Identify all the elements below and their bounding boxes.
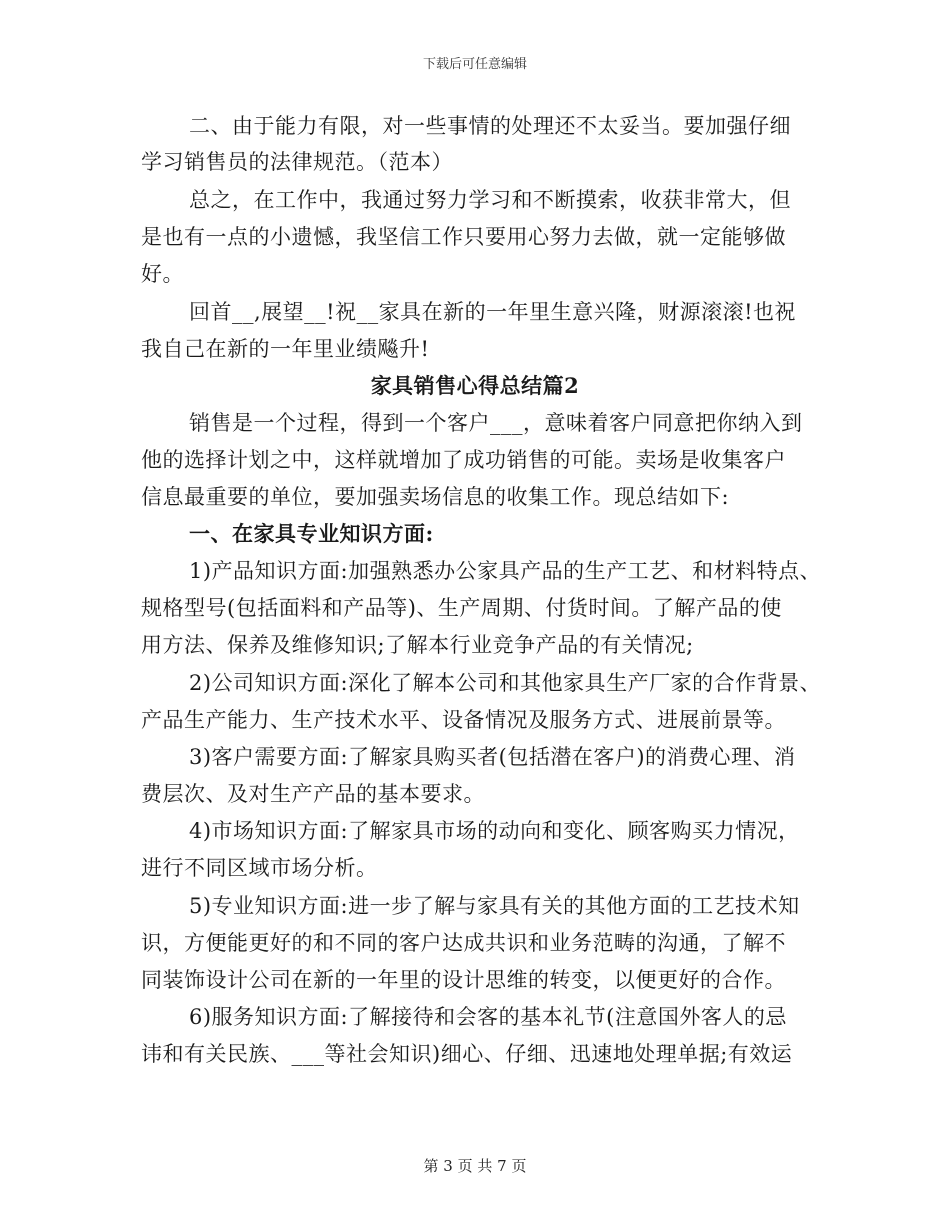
subsection-heading: 一、在家具专业知识方面: xyxy=(189,521,434,546)
text-line: 我自己在新的一年里业绩飚升! xyxy=(141,337,430,361)
text-line: 他的选择计划之中，这样就增加了成功销售的可能。卖场是收集客户 xyxy=(141,448,786,472)
text-line: 是也有一点的小遗憾，我坚信工作只要用心努力去做，就一定能够做 xyxy=(141,225,786,249)
text-line: 5)专业知识方面:进一步了解与家具有关的其他方面的工艺技术知 xyxy=(189,894,800,918)
text-line: 总之，在工作中，我通过努力学习和不断摸索，收获非常大，但 xyxy=(189,188,791,212)
text-line: 学习销售员的法律规范。（范本） xyxy=(141,150,453,174)
text-line: 规格型号(包括面料和产品等)、生产周期、付货时间。了解产品的使 xyxy=(141,596,782,620)
text-line: 识，方便能更好的和不同的客户达成共识和业务范畴的沟通，了解不 xyxy=(141,931,786,955)
text-line: 2)公司知识方面:深化了解本公司和其他家具生产厂家的合作背景、 xyxy=(189,671,822,695)
text-line: 4)市场知识方面:了解家具市场的动向和变化、顾客购买力情况， xyxy=(189,819,800,843)
text-line: 同装饰设计公司在新的一年里的设计思维的转变，以便更好的合作。 xyxy=(141,968,786,992)
text-line: 进行不同区域市场分析。 xyxy=(141,856,378,880)
page-number: 第 3 页 共 7 页 xyxy=(423,1157,527,1175)
text-line: 讳和有关民族、___等社会知识)细心、仔细、迅速地处理单据;有效运 xyxy=(141,1042,793,1066)
text-line: 用方法、保养及维修知识;了解本行业竞争产品的有关情况; xyxy=(141,633,694,657)
text-line: 销售是一个过程，得到一个客户___，意味着客户同意把你纳入到 xyxy=(189,411,803,435)
header-note: 下载后可任意编辑 xyxy=(422,57,527,72)
text-line: 1)产品知识方面:加强熟悉办公家具产品的生产工艺、和材料特点、 xyxy=(189,559,822,583)
text-line: 产品生产能力、生产技术水平、设备情况及服务方式、进展前景等。 xyxy=(141,708,786,732)
text-line: 3)客户需要方面:了解家具购买者(包括潜在客户)的消费心理、消 xyxy=(189,745,796,769)
section-heading: 家具销售心得总结篇2 xyxy=(370,373,580,398)
text-line: 信息最重要的单位，要加强卖场信息的收集工作。现总结如下: xyxy=(141,485,730,509)
text-line: 费层次、及对生产产品的基本要求。 xyxy=(141,782,485,806)
text-line: 回首__,展望__!祝__家具在新的一年里生意兴隆，财源滚滚!也祝 xyxy=(189,300,797,324)
text-line: 6)服务知识方面:了解接待和会客的基本礼节(注意国外客人的忌 xyxy=(189,1005,787,1029)
text-line: 好。 xyxy=(141,262,184,286)
text-line: 二、由于能力有限，对一些事情的处理还不太妥当。要加强仔细 xyxy=(189,114,791,138)
